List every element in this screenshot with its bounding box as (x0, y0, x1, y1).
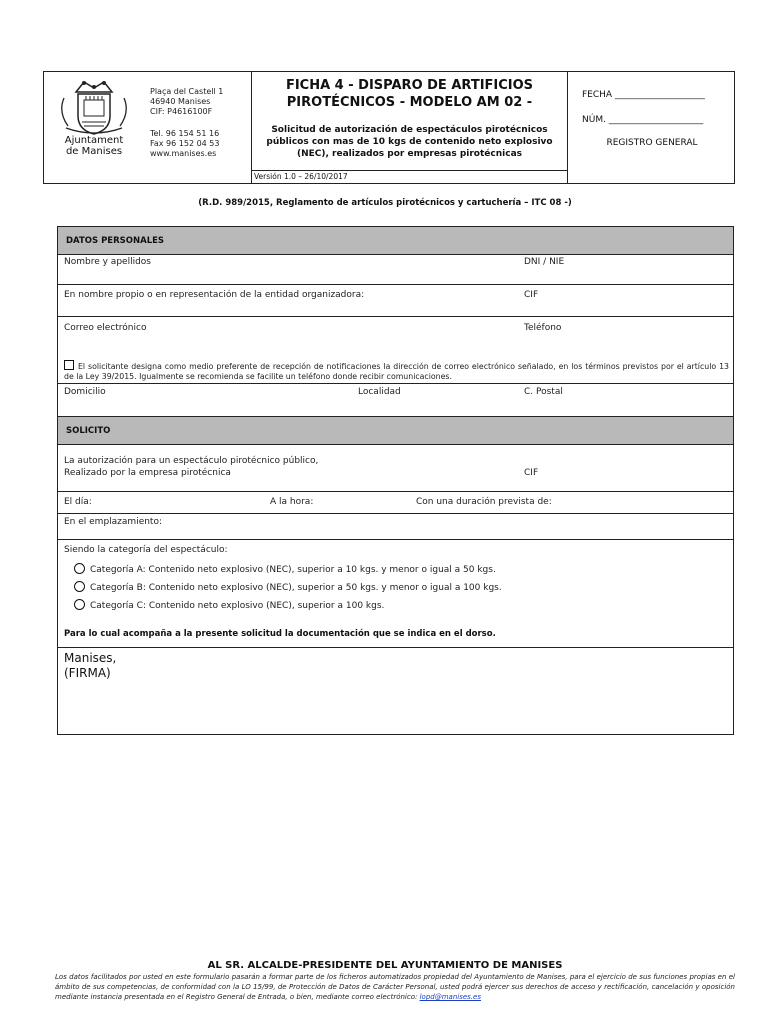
title-cell (251, 72, 568, 183)
categoria-label: Categoría C: Contenido neto explosivo (NEC), superior a 100 kgs. (90, 601, 385, 611)
subtitle-line-3: (NEC), realizados por empresas pirotécnicas (296, 149, 522, 159)
domicilio-field[interactable]: Domicilio (64, 387, 106, 397)
page-subtitle (252, 124, 567, 160)
address-line: Plaça del Castell 1 (150, 87, 224, 96)
divider (58, 647, 733, 648)
divider (58, 513, 733, 514)
radio-icon[interactable] (74, 581, 85, 592)
categoria-option-b[interactable] (74, 581, 502, 593)
logo (44, 72, 144, 183)
email-field[interactable]: Correo electrónico (64, 323, 147, 333)
dni-field[interactable]: DNI / NIE (524, 257, 565, 267)
categoria-label: Categoría B: Contenido neto explosivo (NEC), superior a 50 kgs. y menor o igual a 100 kgs. (90, 583, 502, 593)
categoria-option-c[interactable] (74, 599, 384, 611)
documentacion-note: Para lo cual acompaña a la presente solicitud la documentación que se indica en el dorso. (64, 629, 496, 639)
categoria-intro: Siendo la categoría del espectáculo: (64, 545, 228, 555)
registro-label: REGISTRO GENERAL (606, 138, 698, 148)
divider (58, 491, 733, 492)
divider (58, 284, 733, 285)
website-line: www.manises.es (150, 149, 217, 158)
hora-field[interactable]: A la hora: (270, 497, 314, 507)
cif-line: CIF: P4616100F (150, 107, 213, 116)
subtitle-line-2: públicos con mas de 10 kgs de contenido neto explosivo (266, 137, 553, 147)
version-label: Versión 1.0 – 26/10/2017 (252, 170, 567, 183)
nombre-field[interactable]: Nombre y apellidos (64, 257, 151, 267)
form-header (43, 71, 735, 184)
contact-info (150, 87, 223, 159)
num-field[interactable]: NÚM. _____________________ (582, 115, 704, 125)
decree-reference: (R.D. 989/2015, Reglamento de artículos pirotécnicos y cartuchería – ITC 08 -) (198, 198, 572, 208)
radio-icon[interactable] (74, 563, 85, 574)
footer-addressee: AL SR. ALCALDE-PRESIDENTE DEL AYUNTAMIENTO DE MANISES (207, 960, 563, 971)
telefono-field[interactable]: Teléfono (524, 323, 562, 333)
firma-label: (FIRMA) (64, 666, 111, 680)
title-line-1: FICHA 4 - DISPARO DE ARTIFICIOS (285, 78, 534, 93)
cif-field[interactable]: CIF (524, 290, 539, 300)
divider (58, 539, 733, 540)
title-line-2: PIROTÉCNICOS - MODELO AM 02 - (286, 95, 533, 110)
application-form (57, 226, 734, 735)
fax-line: Fax 96 152 04 53 (150, 139, 220, 148)
categoria-option-a[interactable] (74, 563, 496, 575)
empresa-cif-field[interactable]: CIF (524, 468, 539, 478)
localidad-field[interactable]: Localidad (358, 387, 401, 397)
postal-field[interactable]: C. Postal (524, 387, 563, 397)
privacy-email-link[interactable]: lopd@manises.es (419, 993, 481, 1001)
autorizacion-text: La autorización para un espectáculo pirotécnico público, (64, 456, 319, 466)
address-line: 46940 Manises (150, 97, 211, 106)
consent-checkbox[interactable] (64, 360, 74, 370)
logo-text (48, 135, 140, 157)
logo-line-2: de Manises (65, 146, 123, 157)
signature-area[interactable] (64, 651, 116, 681)
phone-line: Tel. 96 154 51 16 (150, 129, 220, 138)
consent-row (64, 360, 729, 382)
fecha-field[interactable]: FECHA ____________________ (582, 90, 705, 100)
divider (58, 383, 733, 384)
emplazamiento-field[interactable]: En el emplazamiento: (64, 517, 162, 527)
section-header-solicito: SOLICITO (58, 417, 733, 445)
section-header-personal: DATOS PERSONALES (58, 227, 733, 255)
subtitle-line-1: Solicitud de autorización de espectáculos pirotécnicos (271, 125, 548, 135)
categoria-label: Categoría A: Contenido neto explosivo (NEC), superior a 10 kgs. y menor o igual a 50 kgs. (90, 565, 496, 575)
divider (58, 316, 733, 317)
empresa-field[interactable]: Realizado por la empresa pirotécnica (64, 468, 231, 478)
duracion-field[interactable]: Con una duración prevista de: (416, 497, 552, 507)
dia-field[interactable]: El día: (64, 497, 92, 507)
coat-of-arms-icon (54, 78, 134, 136)
privacy-text: Los datos facilitados por usted en este formulario pasarán a formar parte de los ficheros automatizados propiedad del Ayuntamiento de Manises, para el ejercicio de sus funciones propias en el ámbito de sus competencias, de conformidad con la LO 15/99, de Protección de Datos de Carácter Personal, usted podrá ejercer sus derechos de acceso y rectificación, cancelación y oposición mediante instancia presentada en el Registro General de Entrada, o bien, mediante correo electrónico: (55, 973, 735, 1001)
lugar-label: Manises, (64, 651, 117, 665)
page-title (252, 77, 567, 111)
logo-line-1: Ajuntament (64, 135, 124, 146)
consent-text: El solicitante designa como medio preferente de recepción de notificaciones la dirección de correo electrónico señalado, en los términos previstos por el artículo 13 de la Ley 39/2015. Igualmente se recomienda se facilite un teléfono donde recibir comunicaciones. (64, 362, 729, 381)
representacion-field[interactable]: En nombre propio o en representación de la entidad organizadora: (64, 290, 365, 300)
radio-icon[interactable] (74, 599, 85, 610)
registry-cell (569, 72, 735, 183)
privacy-notice (55, 972, 735, 1002)
